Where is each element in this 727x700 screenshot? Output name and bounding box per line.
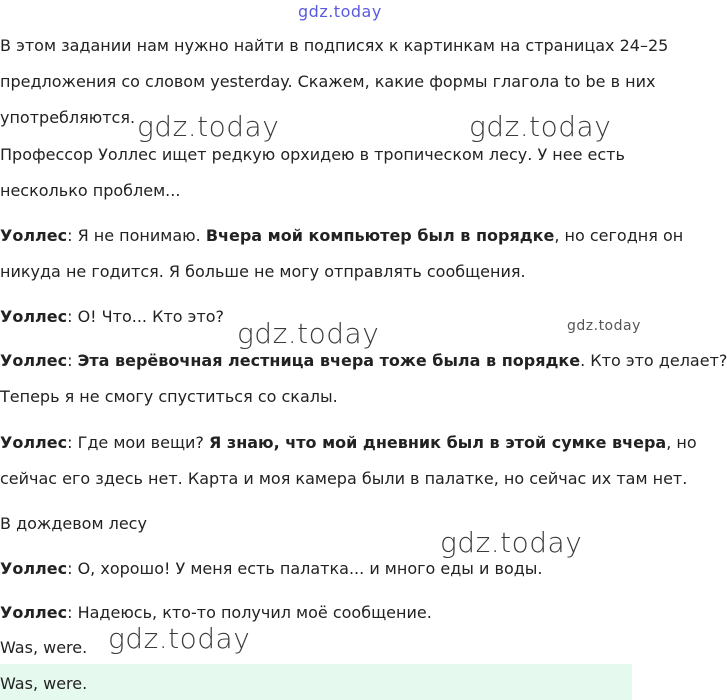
intro-line-1: В этом задании нам нужно найти в подписях к картинкам на страницах 24–25 <box>0 36 669 55</box>
watermark: gdz.today <box>237 317 380 350</box>
speaker-name: Уоллес <box>0 603 68 622</box>
watermark: gdz.today <box>469 110 612 143</box>
dialogue-text: : <box>67 351 78 370</box>
speaker-name: Уоллес <box>0 226 68 245</box>
dialogue-text: : Где мои вещи? <box>67 433 209 452</box>
answer-highlight <box>0 664 632 700</box>
speaker-name: Уоллес <box>0 433 68 452</box>
scene-title: В дождевом лесу <box>0 514 147 533</box>
dialogue-5 <box>0 559 543 579</box>
dialogue-text: . Кто это делает? <box>580 351 727 370</box>
dialogue-3-line-2: Теперь я не смогу спуститься со скалы. <box>0 387 338 406</box>
intro-line-2: предложения со словом yesterday. Скажем, какие формы глагола to be в них <box>0 72 656 91</box>
dialogue-text: : О! Что... Кто это? <box>67 307 225 326</box>
story-line-1: Профессор Уоллес ищет редкую орхидею в тропическом лесу. У нее есть <box>0 145 625 164</box>
dialogue-text: : О, хорошо! У меня есть палатка... и много еды и воды. <box>67 559 543 578</box>
dialogue-1-line-2: никуда не годится. Я больше не могу отправлять сообщения. <box>0 262 526 281</box>
speaker-name: Уоллес <box>0 351 68 370</box>
dialogue-3 <box>0 351 727 371</box>
highlighted-sentence: Вчера мой компьютер был в порядке <box>205 226 555 245</box>
watermark: gdz.today <box>137 110 280 143</box>
dialogue-2 <box>0 307 224 327</box>
speaker-name: Уоллес <box>0 307 68 326</box>
story-line-2: несколько проблем... <box>0 181 181 200</box>
dialogue-6 <box>0 603 432 623</box>
dialogue-4 <box>0 433 697 453</box>
dialogue-1 <box>0 226 683 246</box>
dialogue-text: , но <box>666 433 697 452</box>
intro-line-3: употребляются. <box>0 108 136 127</box>
watermark: gdz.today <box>108 622 251 655</box>
dialogue-text: , но сегодня он <box>554 226 684 245</box>
watermark: gdz.today <box>440 526 583 559</box>
dialogue-4-line-2: сейчас его здесь нет. Карта и моя камера были в палатке, но сейчас их там нет. <box>0 469 688 488</box>
highlighted-sentence: Эта верёвочная лестница вчера тоже была в порядке <box>77 351 581 370</box>
dialogue-text: : Я не понимаю. <box>67 226 206 245</box>
watermark-top: gdz.today <box>298 2 382 21</box>
speaker-name: Уоллес <box>0 559 68 578</box>
dialogue-text: : Надеюсь, кто-то получил моё сообщение. <box>67 603 432 622</box>
watermark: gdz.today <box>567 318 641 334</box>
highlighted-sentence: Я знаю, что мой дневник был в этой сумке вчера <box>209 433 667 452</box>
answer-line-2: Was, were. <box>0 674 88 693</box>
answer-line-1: Was, were. <box>0 638 88 657</box>
